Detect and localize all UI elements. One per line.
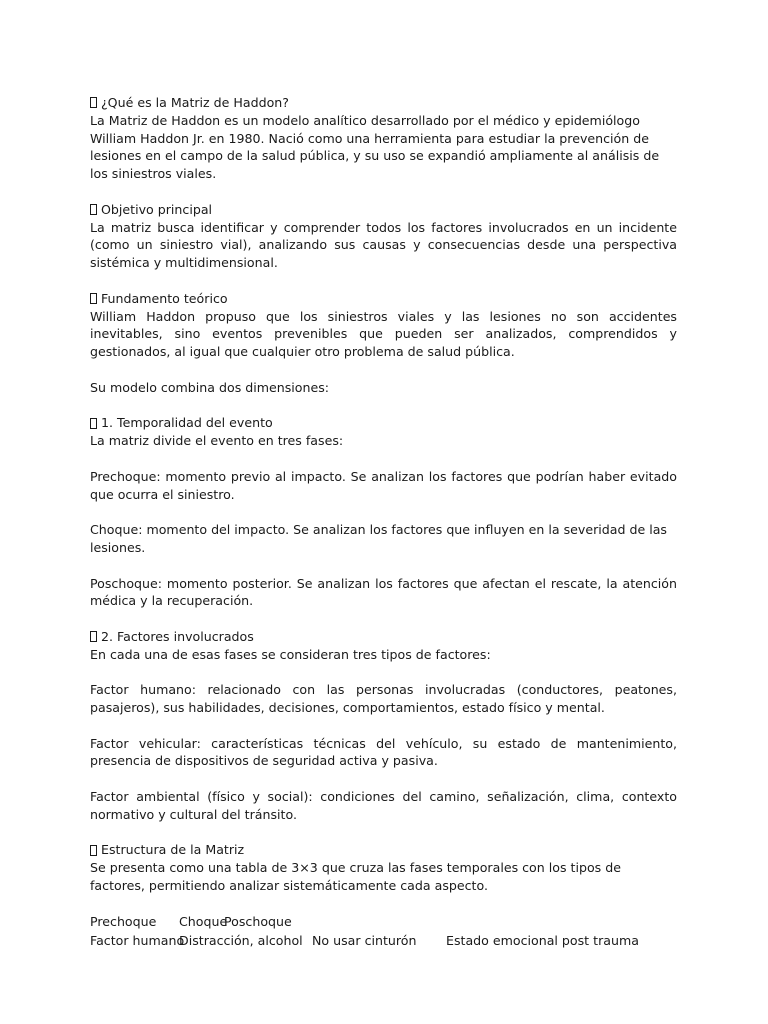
missing-glyph-icon xyxy=(90,204,97,215)
missing-glyph-icon xyxy=(90,97,97,108)
paragraph-factor-human: Factor humano: relacionado con las personas involucradas (conductores, peatones, pasajeros), sus habilidades, decisiones, comportamientos, estado físico y mental. xyxy=(90,682,677,716)
table-header-cell: Choque xyxy=(179,913,228,929)
missing-glyph-icon xyxy=(90,293,97,304)
table-cell: Distracción, alcohol xyxy=(179,932,303,948)
paragraph-objective: La matriz busca identificar y comprender todos los factores involucrados en un incidente (como un siniestro vial), analizando sus causas y consecuencias desde una perspectiva sistémica y multidimensional. xyxy=(90,219,677,271)
section-heading-structure xyxy=(90,841,677,859)
paragraph-temporal-intro: La matriz divide el evento en tres fases: xyxy=(90,433,344,449)
section-heading-objective xyxy=(90,201,677,219)
table-cell: No usar cinturón xyxy=(312,932,417,948)
heading-text: Estructura de la Matriz xyxy=(101,842,245,858)
paragraph-factor-environment: Factor ambiental (físico y social): condiciones del camino, señalización, clima, contexto normativo y cultural del tránsito. xyxy=(90,789,677,822)
section-heading-temporal xyxy=(90,414,677,432)
paragraph-choque: Choque: momento del impacto. Se analizan los factores que influyen en la severidad de las lesiones. xyxy=(90,522,667,555)
paragraph-foundation: William Haddon propuso que los siniestros viales y las lesiones no son accidentes inevitables, sino eventos prevenibles que pueden ser analizados, comprendidos y gestionados, al igual que cualquier otro problema de salud pública. xyxy=(90,308,677,360)
paragraph-dimensions-intro: Su modelo combina dos dimensiones: xyxy=(90,379,330,395)
table-row xyxy=(90,932,677,951)
paragraph-what: La Matriz de Haddon es un modelo analítico desarrollado por el médico y epidemiólogo William Haddon Jr. en 1980. Nació como una herramienta para estudiar la prevención de lesiones en el campo de la salud pública, y su uso se expandió ampliamente al análisis de los siniestros viales. xyxy=(90,112,660,182)
section-heading-foundation xyxy=(90,290,677,308)
paragraph-factor-vehicle: Factor vehicular: características técnicas del vehículo, su estado de mantenimiento, presencia de dispositivos de seguridad activa y pasiva. xyxy=(90,735,677,769)
heading-text: 2. Factores involucrados xyxy=(101,628,254,644)
section-heading-factors xyxy=(90,628,677,646)
paragraph-factors-intro: En cada una de esas fases se consideran tres tipos de factores: xyxy=(90,646,491,662)
paragraph-poschoque: Poschoque: momento posterior. Se analizan los factores que afectan el rescate, la atención médica y la recuperación. xyxy=(90,575,677,609)
paragraph-structure: Se presenta como una tabla de 3×3 que cruza las fases temporales con los tipos de factores, permitiendo analizar sistemáticamente cada aspecto. xyxy=(90,860,621,894)
heading-text: Fundamento teórico xyxy=(101,290,228,306)
section-heading-what xyxy=(90,94,677,112)
haddon-matrix-table xyxy=(90,913,677,951)
missing-glyph-icon xyxy=(90,845,97,856)
missing-glyph-icon xyxy=(90,631,97,642)
paragraph-prechoque: Prechoque: momento previo al impacto. Se analizan los factores que podrían haber evitado que ocurra el siniestro. xyxy=(90,468,677,502)
heading-text: 1. Temporalidad del evento xyxy=(101,415,273,431)
heading-text: ¿Qué es la Matriz de Haddon? xyxy=(101,95,289,110)
document-body xyxy=(90,94,677,951)
table-header-cell: Poschoque xyxy=(224,913,292,929)
missing-glyph-icon xyxy=(90,418,97,429)
table-header-row xyxy=(90,913,677,932)
table-cell: Factor humano xyxy=(90,932,185,948)
table-header-cell: Prechoque xyxy=(90,913,157,929)
table-cell: Estado emocional post trauma xyxy=(446,932,639,948)
heading-text: Objetivo principal xyxy=(101,201,213,217)
